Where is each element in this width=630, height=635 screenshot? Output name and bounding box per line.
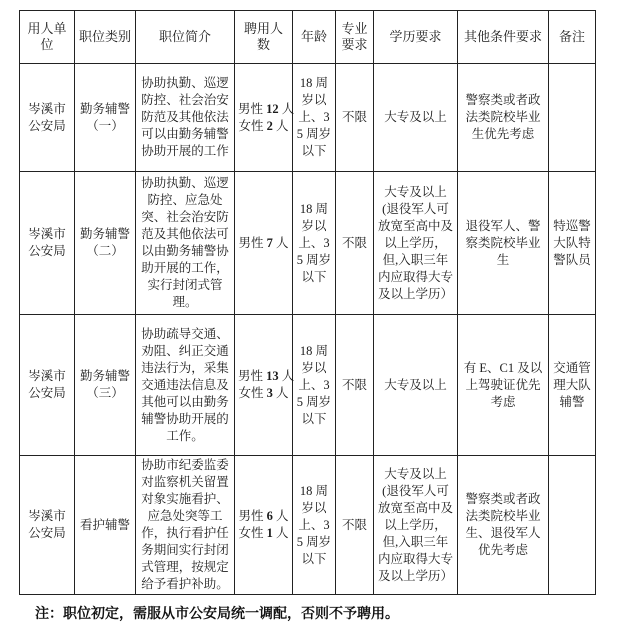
cell-remark [549, 64, 596, 172]
cell-category: 勤务辅警（一） [75, 64, 136, 172]
column-header-employer: 用人单位 [20, 11, 75, 64]
cell-headcount: 男性 12 人 女性 2 人 [235, 64, 293, 172]
column-header-headcount: 聘用人数 [235, 11, 293, 64]
cell-major: 不限 [336, 315, 374, 456]
footnote: 注：职位初定，需服从市公安局统一调配，否则不予聘用。 [35, 605, 399, 621]
cell-major: 不限 [336, 172, 374, 315]
cell-major: 不限 [336, 456, 374, 595]
cell-headcount: 男性 6 人 女性 1 人 [235, 456, 293, 595]
table-header-row [20, 11, 596, 64]
cell-employer: 岑溪市公安局 [20, 315, 75, 456]
cell-other: 警察类或者政法类院校毕业生、退役军人优先考虑 [458, 456, 549, 595]
cell-description: 协助疏导交通、劝阻、纠正交通违法行为，采集交通违法信息及其他可以由勤务辅警协助开展的工作。 [136, 315, 235, 456]
table-row [20, 315, 596, 456]
cell-other: 有 E、C1 及以上驾驶证优先考虑 [458, 315, 549, 456]
cell-remark: 交通管理大队辅警 [549, 315, 596, 456]
cell-education: 大专及以上 [374, 315, 458, 456]
column-header-remark: 备注 [549, 11, 596, 64]
cell-employer: 岑溪市公安局 [20, 64, 75, 172]
cell-major: 不限 [336, 64, 374, 172]
table-row [20, 172, 596, 315]
cell-description: 协助执勤、巡逻防控、社会治安防范及其他依法可以由勤务辅警协助开展的工作 [136, 64, 235, 172]
cell-headcount: 男性 13 人 女性 3 人 [235, 315, 293, 456]
cell-description: 协助执勤、巡逻防控、应急处突、社会治安防范及其他依法可以由勤务辅警协助开展的工作，实行封闭式管理。 [136, 172, 235, 315]
cell-age: 18 周岁以上、35 周岁以下 [293, 315, 336, 456]
recruitment-positions-table [19, 10, 596, 595]
cell-other: 警察类或者政法类院校毕业生优先考虑 [458, 64, 549, 172]
cell-category: 勤务辅警（二） [75, 172, 136, 315]
column-header-category: 职位类别 [75, 11, 136, 64]
column-header-age: 年龄 [293, 11, 336, 64]
column-header-major: 专业要求 [336, 11, 374, 64]
cell-employer: 岑溪市公安局 [20, 172, 75, 315]
cell-remark [549, 456, 596, 595]
cell-category: 看护辅警 [75, 456, 136, 595]
cell-age: 18 周岁以上、35 周岁以下 [293, 456, 336, 595]
cell-remark: 特巡警大队特警队员 [549, 172, 596, 315]
cell-education: 大专及以上 [374, 64, 458, 172]
column-header-description: 职位简介 [136, 11, 235, 64]
cell-age: 18 周岁以上、35 周岁以下 [293, 172, 336, 315]
table-row [20, 64, 596, 172]
cell-headcount: 男性 7 人 [235, 172, 293, 315]
cell-education: 大专及以上 (退役军人可放宽至高中及以上学历，但,入职三年内应取得大专及以上学历） [374, 456, 458, 595]
cell-description: 协助市纪委监委对监察机关留置对象实施看护、应急处突等工作，执行看护任务期间实行封闭式管理，按规定给予看护补助。 [136, 456, 235, 595]
column-header-other: 其他条件要求 [458, 11, 549, 64]
cell-education: 大专及以上 (退役军人可放宽至高中及以上学历，但,入职三年内应取得大专及以上学历） [374, 172, 458, 315]
cell-category: 勤务辅警（三） [75, 315, 136, 456]
cell-age: 18 周岁以上、35 周岁以下 [293, 64, 336, 172]
cell-employer: 岑溪市公安局 [20, 456, 75, 595]
cell-other: 退役军人、警察类院校毕业生 [458, 172, 549, 315]
column-header-education: 学历要求 [374, 11, 458, 64]
table-row [20, 456, 596, 595]
